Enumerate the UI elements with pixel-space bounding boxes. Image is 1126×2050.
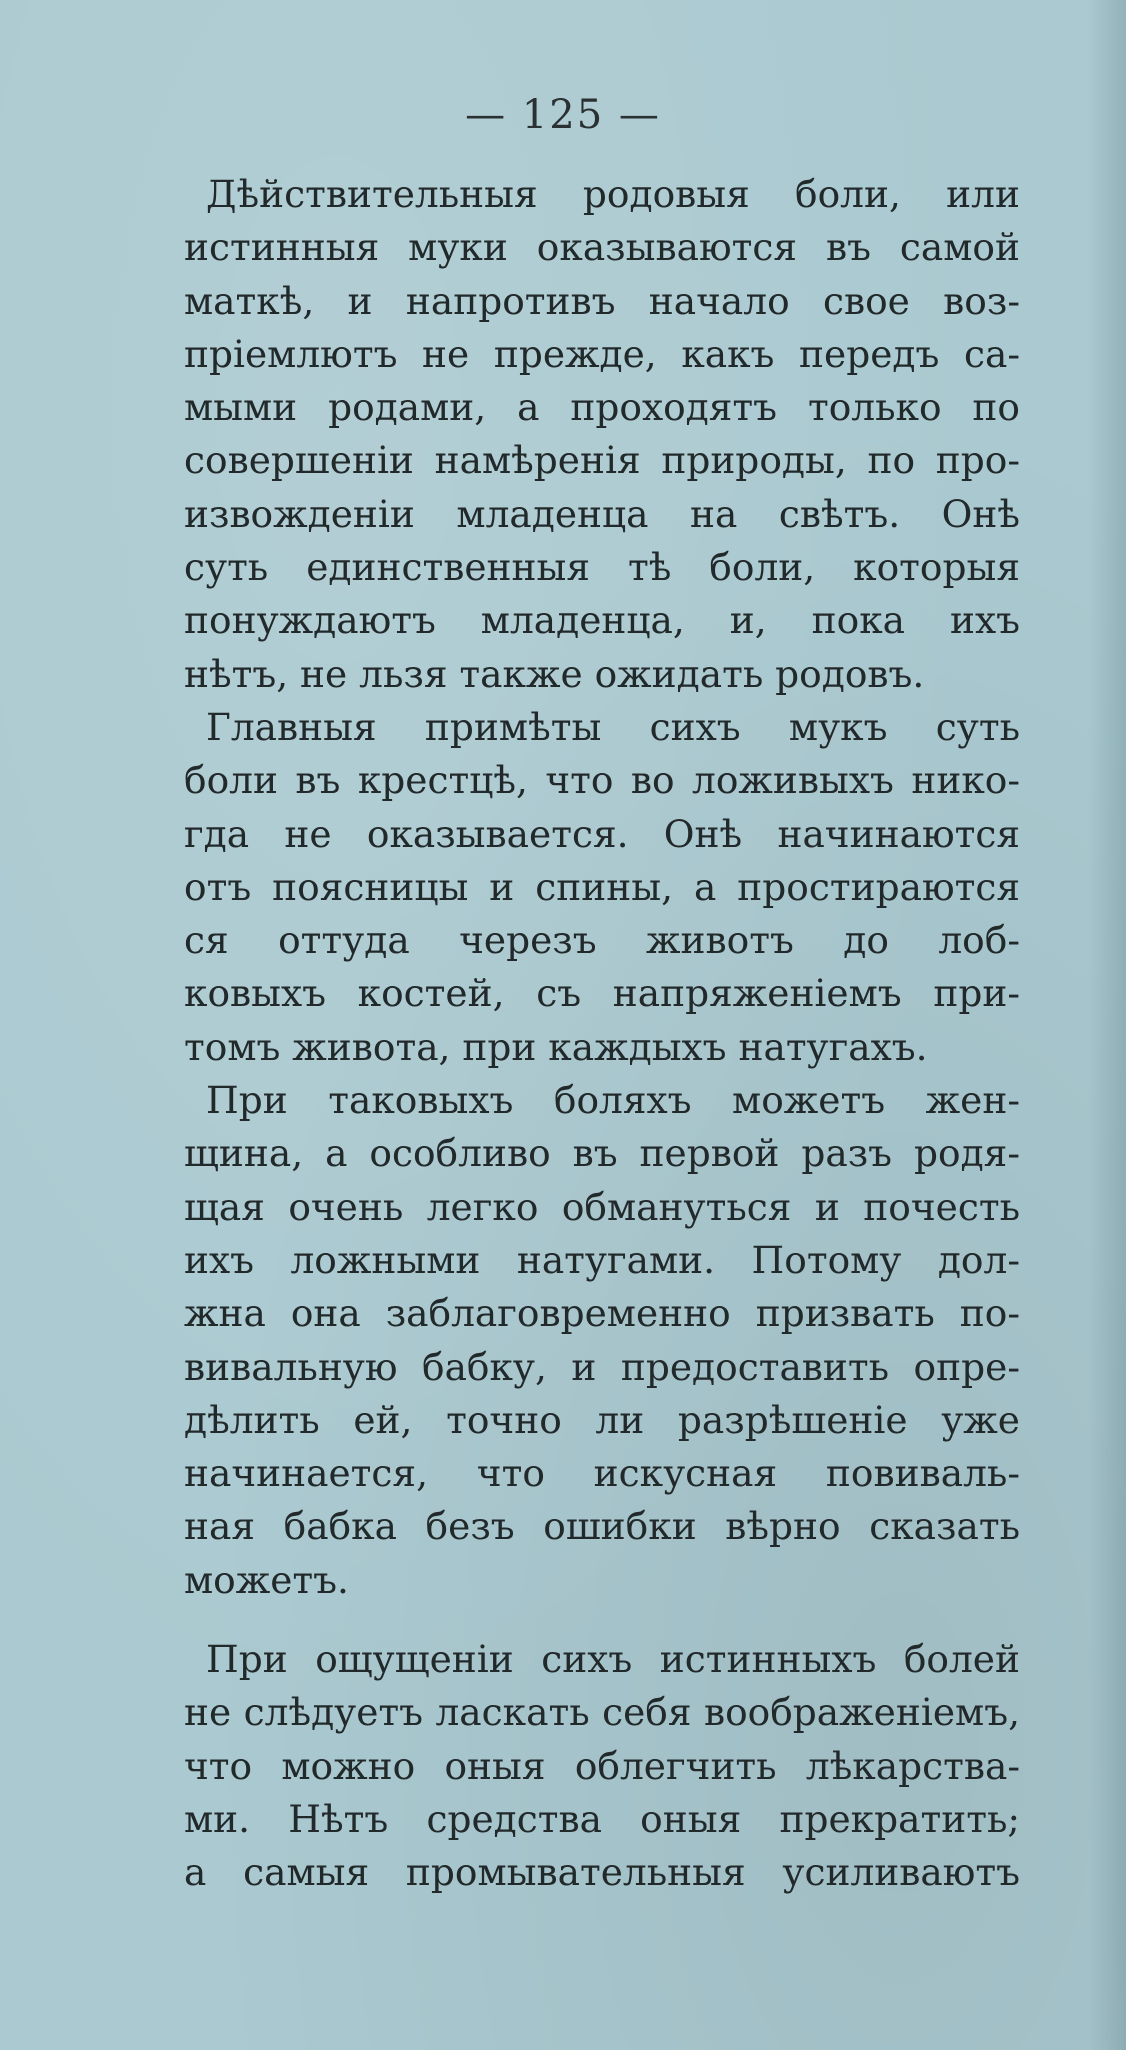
text-line: что можно оныя облегчить лѣкарства- <box>184 1743 1020 1788</box>
text-line: начинается, что искусная повиваль- <box>184 1451 1020 1496</box>
text-line: не слѣдуетъ ласкать себя воображеніемъ, <box>184 1690 1020 1735</box>
text-line: нѣтъ, не льзя также ожидать родовъ. <box>184 651 925 696</box>
body-text <box>184 168 1020 1900</box>
text-line: щая очень легко обмануться и почесть <box>184 1184 1020 1229</box>
paragraph <box>184 168 1020 701</box>
text-line: маткѣ, и напротивъ начало свое воз- <box>184 278 1020 323</box>
text-line: дѣлить ей, точно ли разрѣшеніе уже <box>184 1397 1020 1442</box>
text-line: боли въ крестцѣ, что во ложивыхъ нико- <box>184 758 1020 803</box>
text-line: вивальную бабку, и предоставить опре- <box>184 1344 1020 1389</box>
text-line: а самыя промывательныя усиливаютъ <box>184 1850 1020 1895</box>
text-line: суть единственныя тѣ боли, которыя <box>184 545 1020 590</box>
text-line: мыми родами, а проходятъ только по <box>184 385 1020 430</box>
paragraph-spacer <box>184 1607 1020 1633</box>
paragraph <box>184 1633 1020 1899</box>
text-line: Главныя примѣты сихъ мукъ суть <box>206 704 1020 749</box>
text-line: совершеніи намѣренія природы, по про- <box>184 438 1020 483</box>
text-line: Дѣйствительныя родовыя боли, или <box>206 172 1020 216</box>
text-line: ми. Нѣтъ средства оныя прекратить; <box>184 1796 1020 1841</box>
text-line: извожденіи младенца на свѣтъ. Онѣ <box>184 491 1020 536</box>
text-line: щина, а особливо въ первой разъ родя- <box>184 1131 1020 1176</box>
page-number: — 125 — <box>465 92 661 138</box>
text-line: томъ живота, при каждыхъ натугахъ. <box>184 1024 928 1069</box>
text-line: истинныя муки оказываются въ самой <box>184 225 1020 270</box>
text-line: ковыхъ костей, съ напряженіемъ при- <box>184 971 1020 1016</box>
text-line: можетъ. <box>184 1557 349 1602</box>
page-edge-shadow <box>1088 0 1126 2050</box>
text-line: ная бабка безъ ошибки вѣрно сказать <box>184 1504 1020 1549</box>
text-line: отъ поясницы и спины, а простираются <box>184 864 1020 909</box>
text-line: гда не оказывается. Онѣ начинаются <box>184 811 1020 856</box>
text-line: ся оттуда черезъ животъ до лоб- <box>184 918 1020 963</box>
text-line: жна она заблаговременно призвать по- <box>184 1291 1020 1336</box>
text-line: ихъ ложными натугами. Потому дол- <box>184 1237 1020 1282</box>
text-line: При ощущеніи сихъ истинныхъ болей <box>206 1637 1020 1682</box>
text-line: понуждаютъ младенца, и, пока ихъ <box>184 598 1020 643</box>
paragraph <box>184 701 1020 1074</box>
text-line: пріемлютъ не прежде, какъ передъ са- <box>184 331 1020 376</box>
paragraph <box>184 1074 1020 1607</box>
text-line: При таковыхъ боляхъ можетъ жен- <box>206 1078 1020 1123</box>
